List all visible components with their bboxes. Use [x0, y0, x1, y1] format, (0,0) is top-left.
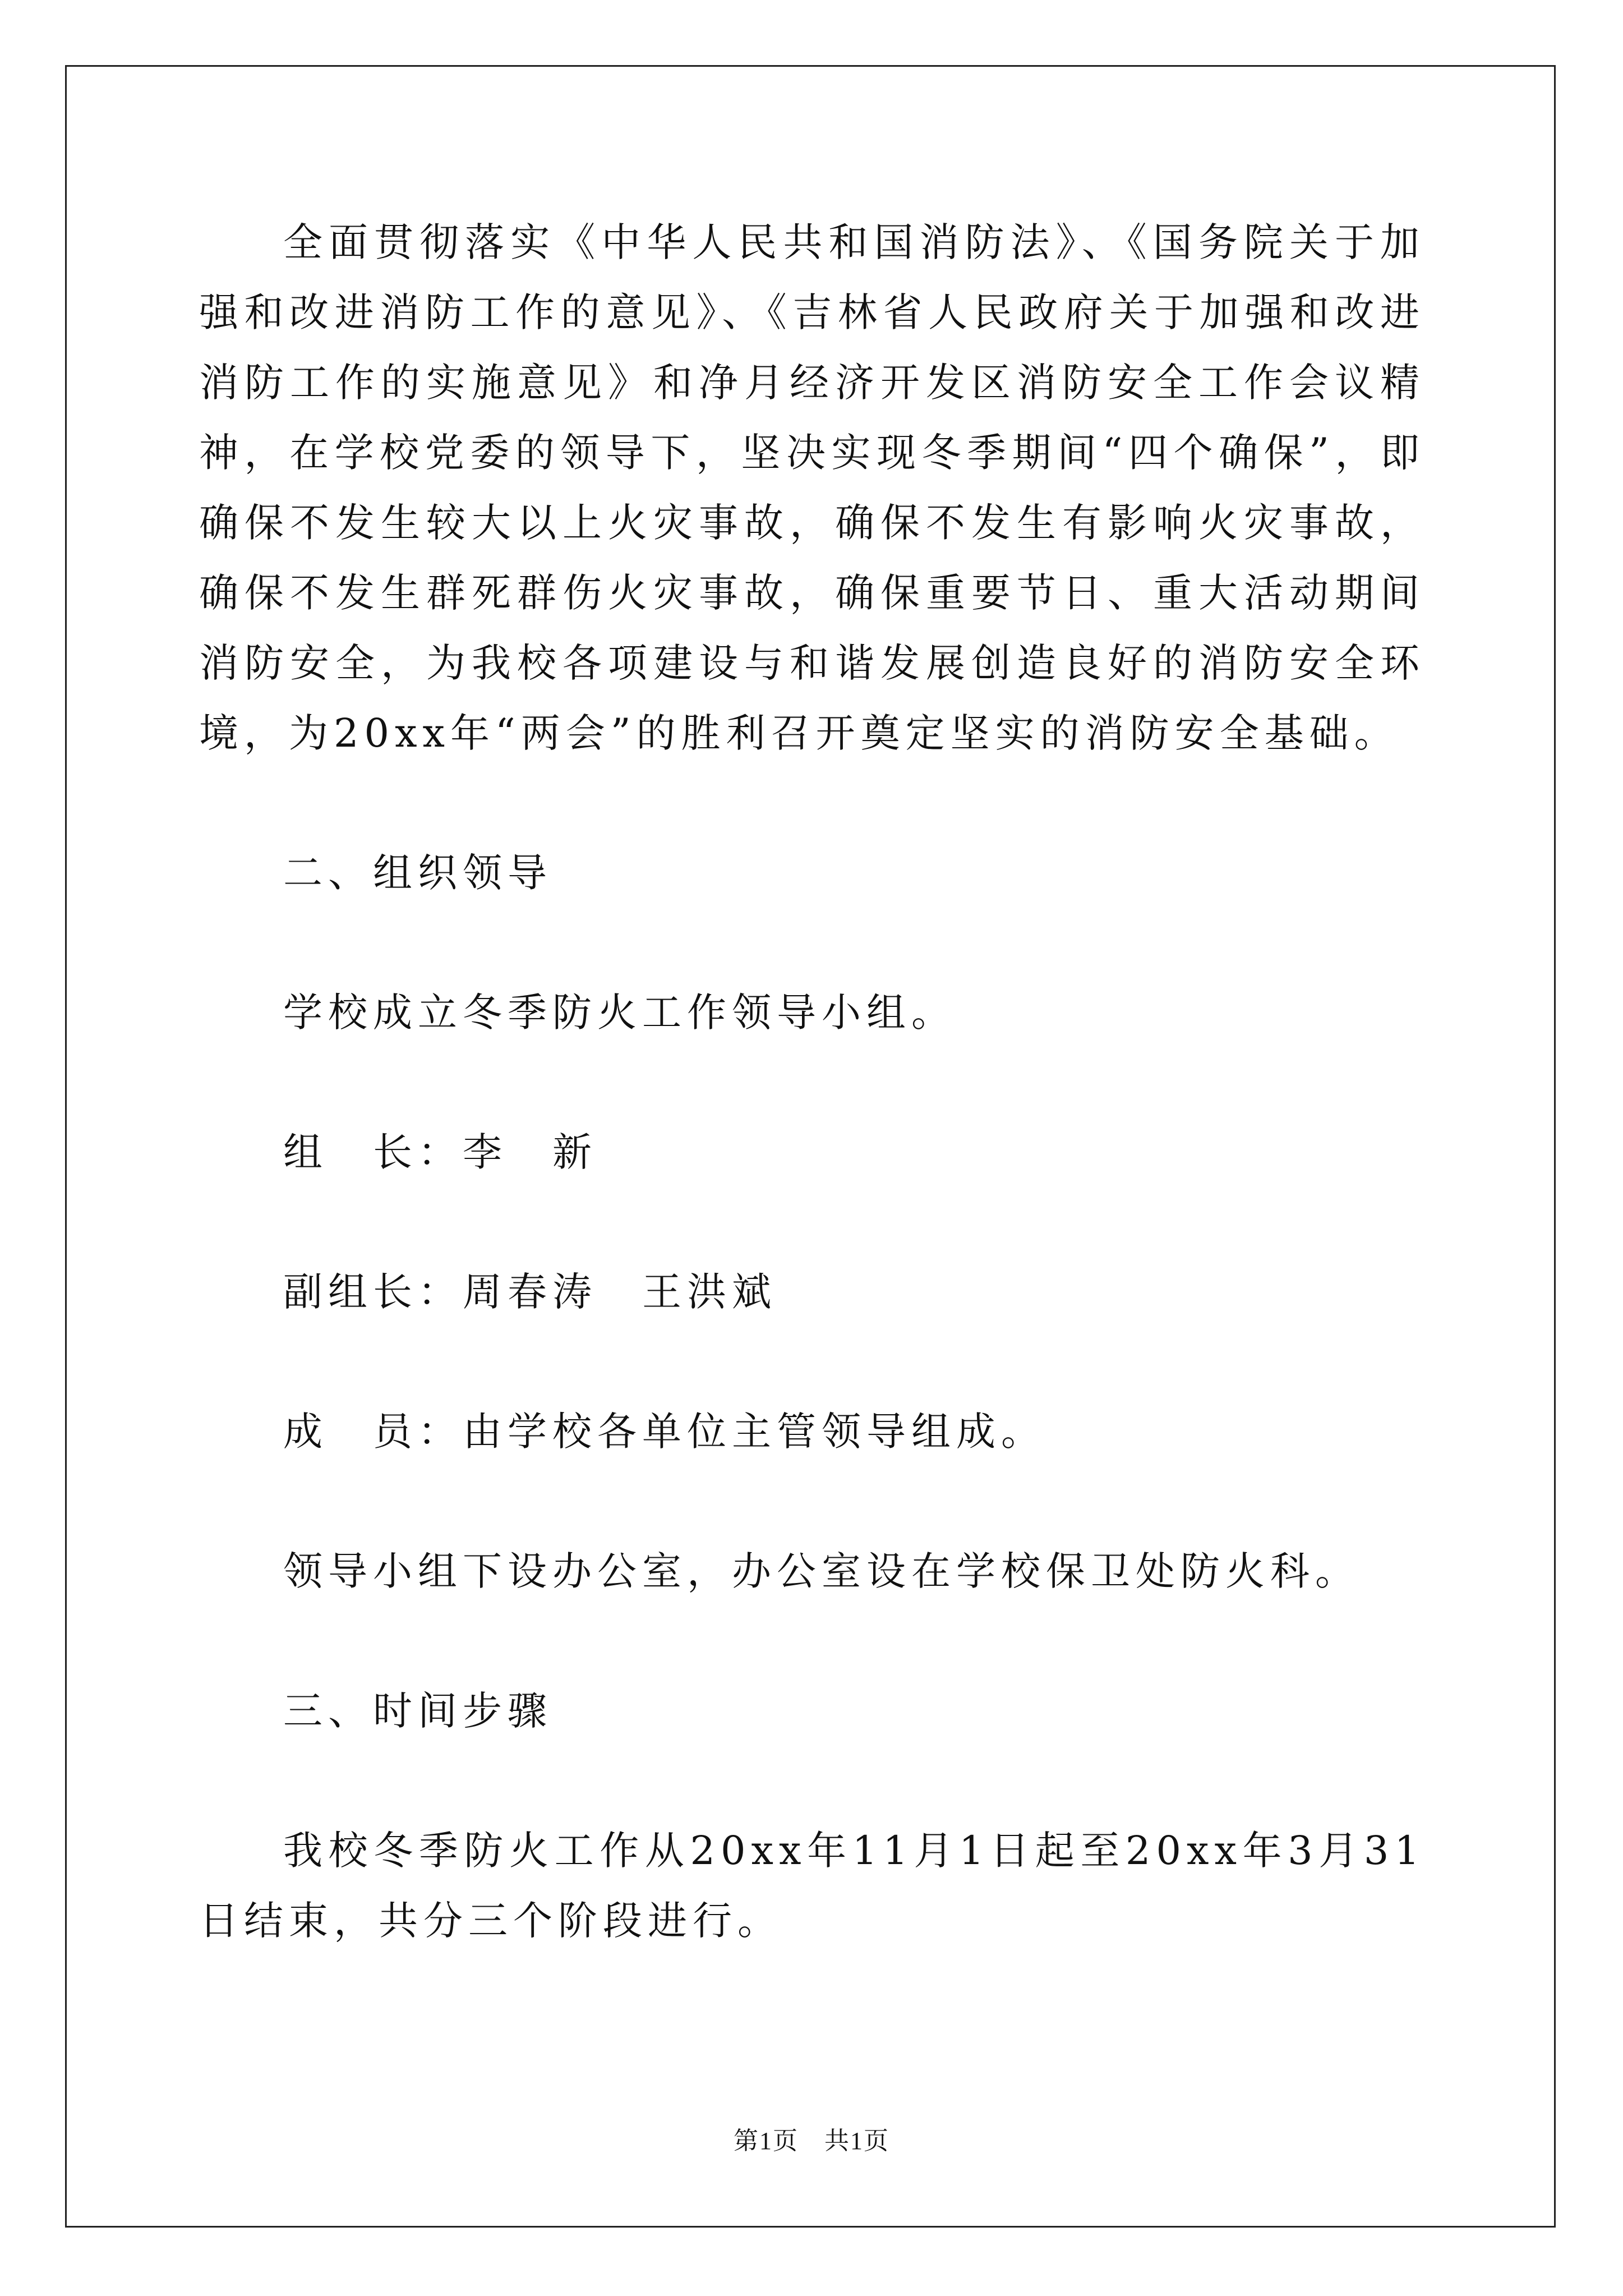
document-body: [199, 208, 1425, 1956]
office-line: 领导小组下设办公室，办公室设在学校保卫处防火科。: [283, 1548, 1360, 1594]
group-leader-line: 组 长：李 新: [283, 1129, 597, 1175]
section-heading-organization: 二、组织领导: [283, 850, 552, 896]
deputy-leader-line: 副组长：周春涛 王洪斌: [283, 1269, 777, 1315]
section-heading-schedule: 三、时间步骤: [283, 1688, 552, 1734]
paragraph-leadership-group: 学校成立冬季防火工作领导小组。: [283, 990, 956, 1036]
schedule-paragraph: 我校冬季防火工作从20xx年11月1日起至20xx年3月31日结束，共分三个阶段进行。: [199, 1828, 1425, 1944]
intro-paragraph: 全面贯彻落实《中华人民共和国消防法》、《国务院关于加强和改进消防工作的意见》、《吉林省人民政府关于加强和改进消防工作的实施意见》和净月经济开发区消防安全工作会议精神，在学校党委的领导下，坚决实现冬季期间“四个确保”，即确保不发生较大以上火灾事故，确保不发生有影响火灾事故，确保不发生群死群伤火灾事故，确保重要节日、重大活动期间消防安全，为我校各项建设与和谐发展创造良好的消防安全环境，为20xx年“两会”的胜利召开奠定坚实的消防安全基础。: [199, 219, 1425, 756]
members-line: 成 员：由学校各单位主管领导组成。: [283, 1409, 1046, 1455]
page-number: 第1页 共1页: [734, 2127, 889, 2155]
